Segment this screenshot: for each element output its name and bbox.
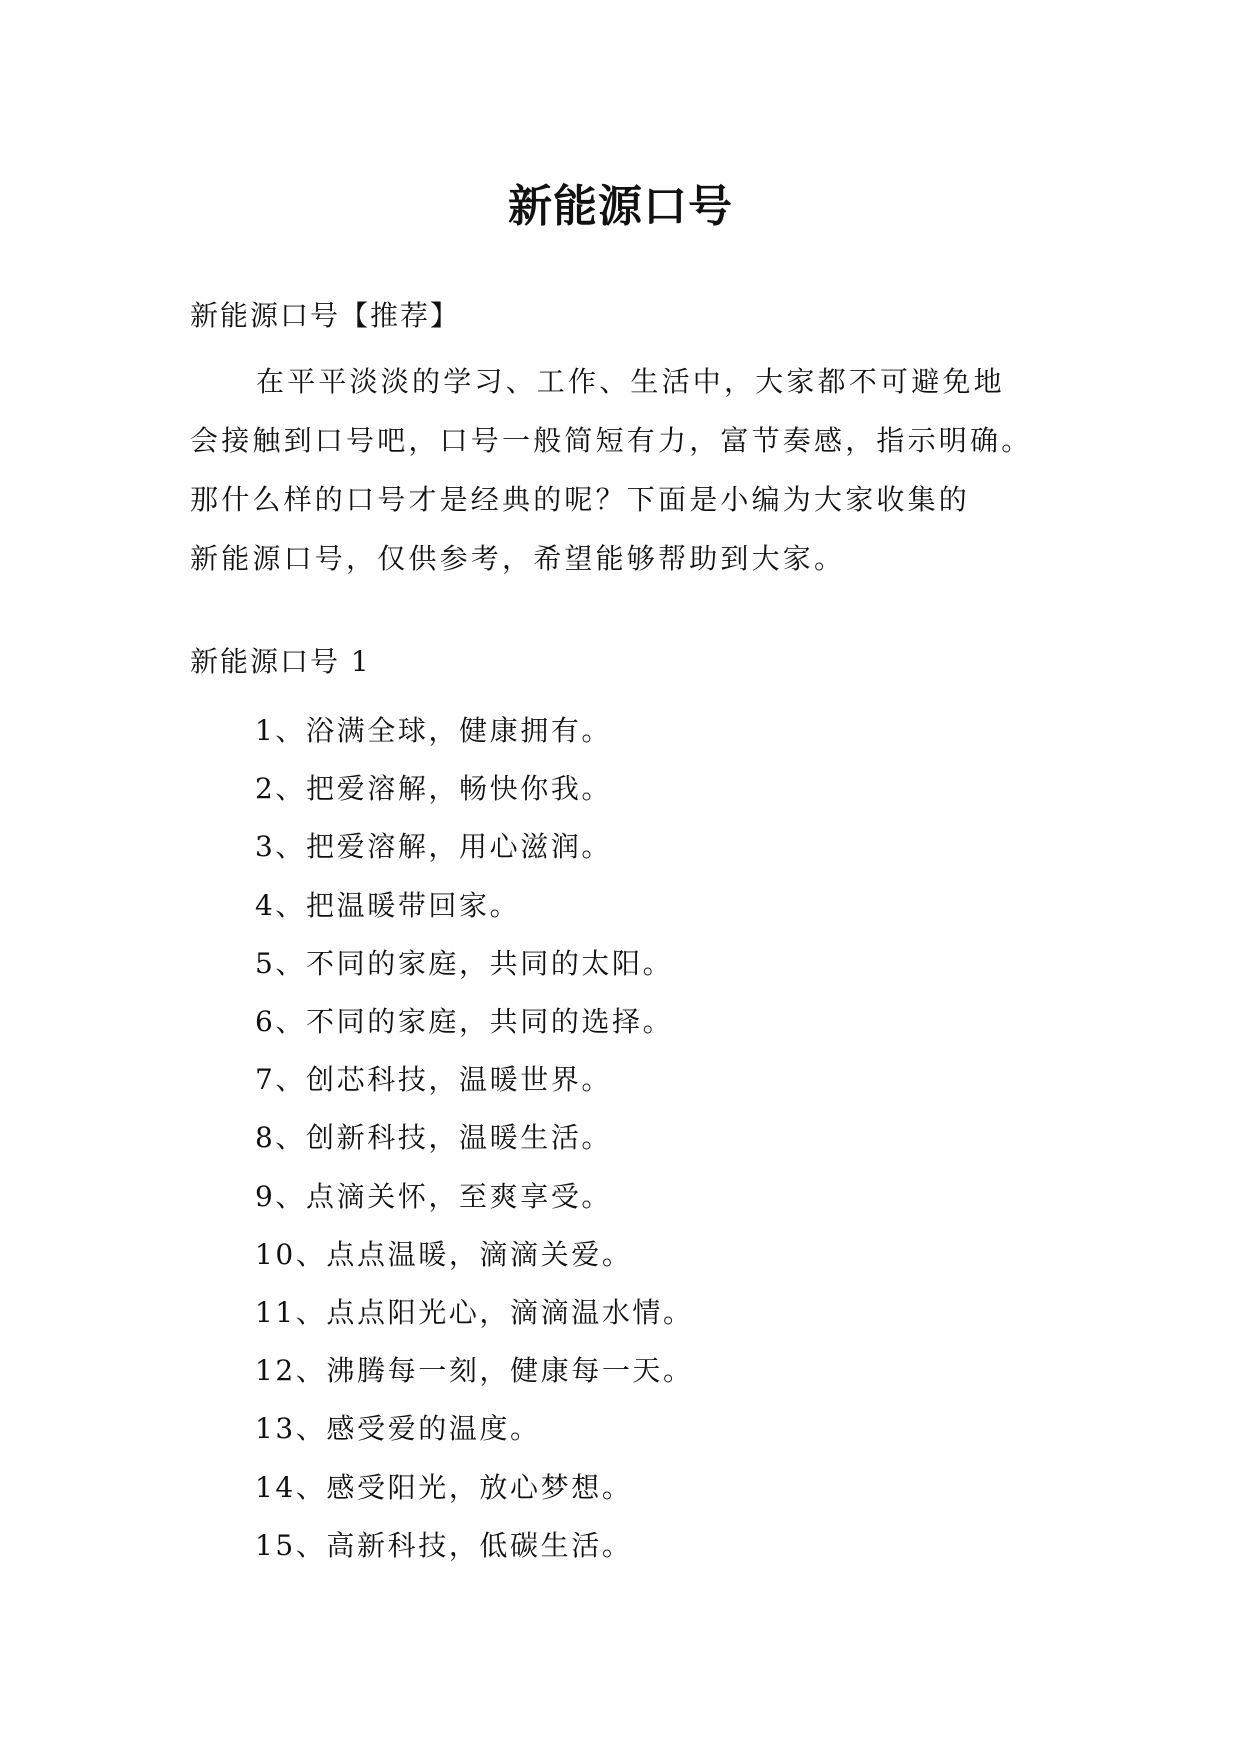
slogan-item: 10、点点温暖，滴滴关爱。 [255, 1237, 633, 1271]
slogan-item: 11、点点阳光心，滴滴温水情。 [255, 1296, 694, 1330]
slogan-item: 2、把爱溶解，畅快你我。 [255, 772, 613, 806]
intro-paragraph [190, 352, 1058, 588]
slogan-item: 13、感受爱的温度。 [255, 1412, 541, 1446]
document-title: 新能源口号 [508, 181, 733, 233]
slogan-item: 8、创新科技，温暖生活。 [255, 1121, 613, 1155]
slogan-list [255, 702, 694, 1575]
section-heading-slogans-1: 新能源口号 1 [190, 645, 371, 678]
slogan-item: 1、浴满全球，健康拥有。 [255, 714, 613, 747]
slogan-item: 4、把温暖带回家。 [255, 888, 521, 922]
intro-line: 在平平淡淡的学习、工作、生活中，大家都不可避免地 [256, 365, 1005, 398]
slogan-item: 5、不同的家庭，共同的太阳。 [255, 946, 674, 980]
slogan-item: 6、不同的家庭，共同的选择。 [255, 1005, 674, 1039]
slogan-item: 9、点滴关怀，至爽享受。 [255, 1179, 613, 1213]
intro-line: 会接触到口号吧，口号一般简短有力，富节奏感，指示明确。 [190, 424, 1033, 457]
intro-line: 那什么样的口号才是经典的呢？下面是小编为大家收集的 [190, 483, 971, 516]
section-heading-recommend: 新能源口号【推荐】 [190, 299, 461, 332]
slogan-item: 12、沸腾每一刻，健康每一天。 [255, 1354, 694, 1388]
intro-line: 新能源口号，仅供参考，希望能够帮助到大家。 [190, 542, 846, 575]
slogan-item: 7、创芯科技，温暖世界。 [255, 1063, 613, 1097]
slogan-item: 15、高新科技，低碳生活。 [255, 1528, 633, 1562]
slogan-item: 14、感受阳光，放心梦想。 [255, 1470, 633, 1504]
slogan-item: 3、把爱溶解，用心滋润。 [255, 830, 613, 864]
